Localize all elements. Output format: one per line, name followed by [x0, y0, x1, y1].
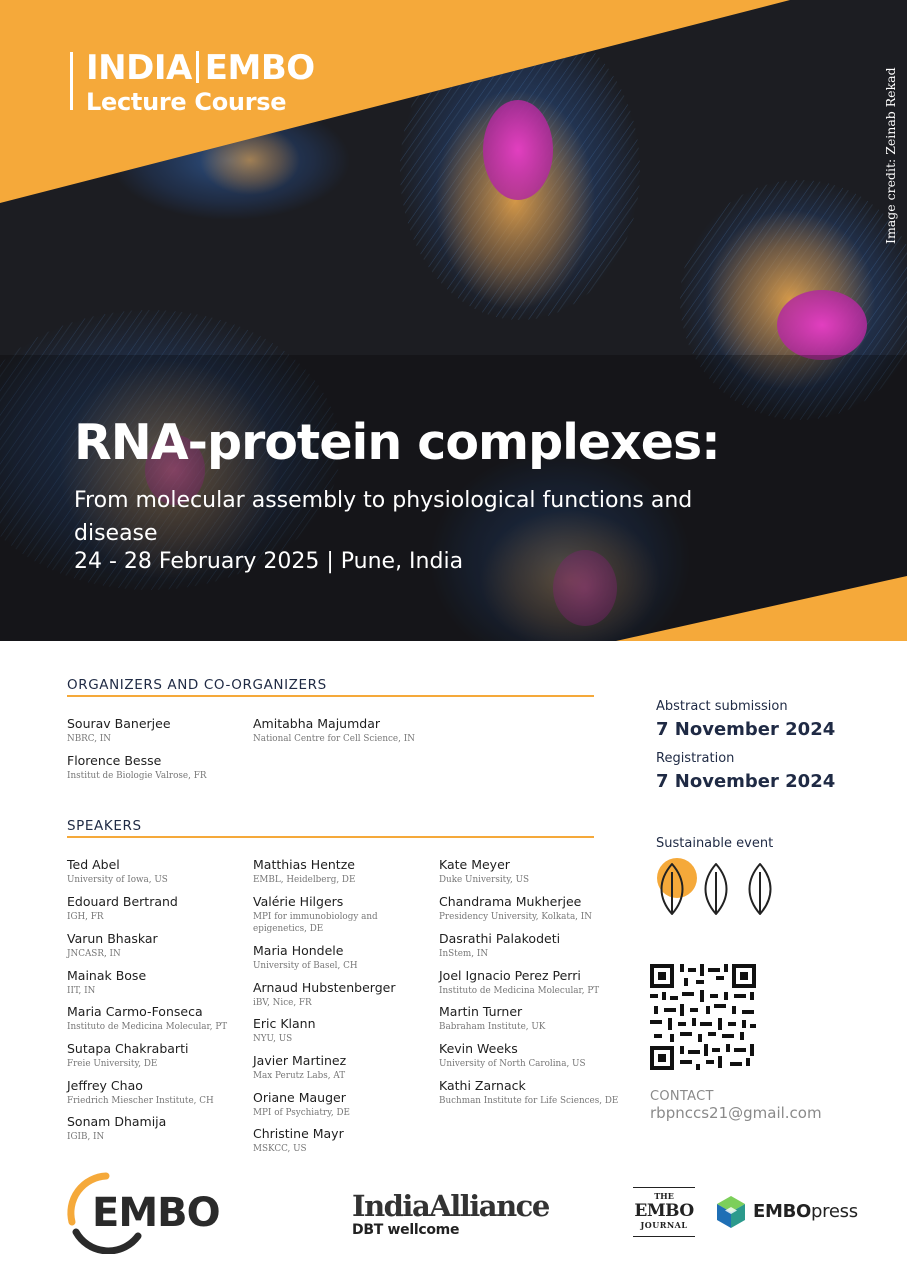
person-affiliation: University of North Carolina, US [439, 1059, 586, 1069]
speaker-item [439, 1078, 639, 1107]
person-name: Matthias Hentze [253, 857, 355, 872]
person-name: Edouard Bertrand [67, 894, 178, 909]
person-affiliation: Freie University, DE [67, 1059, 158, 1069]
person-affiliation: NBRC, IN [67, 734, 111, 744]
image-credit: Image credit: Zeinab Rekad [883, 67, 898, 244]
embo-logo [66, 1172, 220, 1258]
speaker-item [67, 1078, 249, 1107]
speaker-item [67, 857, 249, 886]
registration-date: 7 November 2024 [656, 771, 836, 792]
person-affiliation: Instituto de Medicina Molecular, PT [439, 986, 600, 996]
india-alliance-sub: DBT wellcome [352, 1222, 460, 1238]
person-affiliation: Instituto de Medicina Molecular, PT [67, 1022, 228, 1032]
embo-journal-journal: JOURNAL [640, 1220, 688, 1230]
speaker-item [439, 857, 639, 886]
person-affiliation: National Centre for Cell Science, IN [253, 734, 415, 744]
sustainability-leaf-rating [650, 858, 790, 920]
course-mark-lecture: Lecture Course [86, 88, 287, 116]
organizers-rule [67, 695, 594, 697]
speaker-item [253, 943, 435, 972]
person-affiliation: IGH, FR [67, 912, 104, 922]
leaf-icon [750, 864, 771, 914]
person-affiliation: JNCASR, IN [67, 949, 121, 959]
speaker-item [67, 968, 249, 997]
person-name: Mainak Bose [67, 968, 147, 983]
person-affiliation: Duke University, US [439, 875, 530, 885]
person-affiliation: IIT, IN [67, 986, 96, 996]
speaker-item [67, 931, 249, 960]
embo-press-cube-icon [715, 1195, 747, 1229]
embo-journal-logo [633, 1187, 695, 1237]
person-name: Sourav Banerjee [67, 716, 171, 731]
abstract-label: Abstract submission [656, 699, 788, 714]
person-affiliation: University of Iowa, US [67, 875, 168, 885]
person-name: Ted Abel [67, 857, 120, 872]
speaker-item [253, 1016, 435, 1045]
person-affiliation: iBV, Nice, FR [253, 998, 312, 1008]
person-affiliation: Friedrich Miescher Institute, CH [67, 1096, 214, 1106]
registration-label: Registration [656, 751, 735, 766]
person-name: Jeffrey Chao [67, 1078, 143, 1093]
page-title: RNA-protein complexes: [74, 414, 720, 471]
speakers-heading: SPEAKERS [67, 818, 142, 834]
organizers-heading: ORGANIZERS AND CO-ORGANIZERS [67, 677, 327, 693]
person-affiliation: IGIB, IN [67, 1132, 105, 1142]
embo-journal-embo: EMBO [634, 1201, 694, 1221]
person-name: Arnaud Hubstenberger [253, 980, 396, 995]
speaker-item [67, 1004, 249, 1033]
leaf-icon [706, 864, 727, 914]
person-name: Valérie Hilgers [253, 894, 344, 909]
person-name: Varun Bhaskar [67, 931, 158, 946]
speaker-item [253, 1090, 435, 1119]
speaker-item [253, 1053, 435, 1082]
abstract-date: 7 November 2024 [656, 719, 836, 740]
organizer-item [67, 716, 249, 745]
speaker-item [439, 1041, 639, 1070]
page-subtitle: From molecular assembly to physiological functions and disease [74, 488, 693, 546]
person-affiliation: MSKCC, US [253, 1144, 307, 1154]
sustainable-label: Sustainable event [656, 836, 774, 851]
person-name: Kevin Weeks [439, 1041, 518, 1056]
embo-press-bold: EMBO [753, 1201, 812, 1222]
person-name: Joel Ignacio Perez Perri [439, 968, 581, 983]
person-name: Christine Mayr [253, 1126, 344, 1141]
speaker-item [253, 857, 435, 886]
india-alliance-logo [352, 1190, 549, 1238]
speaker-item [253, 894, 423, 935]
person-affiliation: InStem, IN [439, 949, 489, 959]
speaker-item [253, 1126, 435, 1155]
person-name: Amitabha Majumdar [253, 716, 381, 731]
date-location: 24 - 28 February 2025 | Pune, India [74, 549, 464, 574]
person-name: Maria Carmo-Fonseca [67, 1004, 203, 1019]
person-name: Javier Martinez [253, 1053, 347, 1068]
person-name: Sonam Dhamija [67, 1114, 167, 1129]
person-name: Eric Klann [253, 1016, 316, 1031]
person-name: Kate Meyer [439, 857, 510, 872]
person-name: Chandrama Mukherjee [439, 894, 582, 909]
person-affiliation: Institut de Biologie Valrose, FR [67, 771, 207, 781]
person-name: Sutapa Chakrabarti [67, 1041, 189, 1056]
person-name: Maria Hondele [253, 943, 344, 958]
speaker-item [439, 894, 639, 923]
speaker-item [67, 1041, 249, 1070]
embo-press-logo [715, 1195, 858, 1233]
embo-journal-the: THE [654, 1191, 674, 1201]
person-name: Kathi Zarnack [439, 1078, 526, 1093]
person-affiliation: Buchman Institute for Life Sciences, DE [439, 1096, 619, 1106]
speakers-rule [67, 836, 594, 838]
person-affiliation: Max Perutz Labs, AT [253, 1071, 346, 1081]
person-affiliation: Presidency University, Kolkata, IN [439, 912, 592, 922]
person-affiliation: NYU, US [253, 1034, 293, 1044]
contact-email-link[interactable]: rbpnccs21@gmail.com [650, 1104, 822, 1122]
speaker-item [67, 894, 249, 923]
course-mark-india: INDIA [86, 48, 192, 88]
speaker-item [439, 931, 639, 960]
person-affiliation: Babraham Institute, UK [439, 1022, 546, 1032]
person-name: Florence Besse [67, 753, 162, 768]
speaker-item [67, 1114, 249, 1143]
person-affiliation: MPI for immunobiology and epigenetics, DE [253, 912, 378, 934]
organizer-item [253, 716, 435, 745]
embo-press-light: press [811, 1201, 858, 1222]
person-affiliation: EMBL, Heidelberg, DE [253, 875, 356, 885]
organizer-item [67, 753, 249, 782]
qr-code[interactable] [650, 964, 756, 1070]
speaker-item [253, 980, 435, 1009]
person-affiliation: MPI of Psychiatry, DE [253, 1108, 350, 1118]
course-mark-embo: EMBO [204, 48, 315, 88]
embo-logo-text: EMBO [92, 1190, 220, 1236]
speaker-item [439, 968, 639, 997]
person-affiliation: University of Basel, CH [253, 961, 358, 971]
speaker-item [439, 1004, 639, 1033]
india-alliance-text: IndiaAlliance [352, 1189, 549, 1223]
contact-label: CONTACT [650, 1089, 714, 1104]
person-name: Oriane Mauger [253, 1090, 346, 1105]
person-name: Martin Turner [439, 1004, 523, 1019]
person-name: Dasrathi Palakodeti [439, 931, 561, 946]
